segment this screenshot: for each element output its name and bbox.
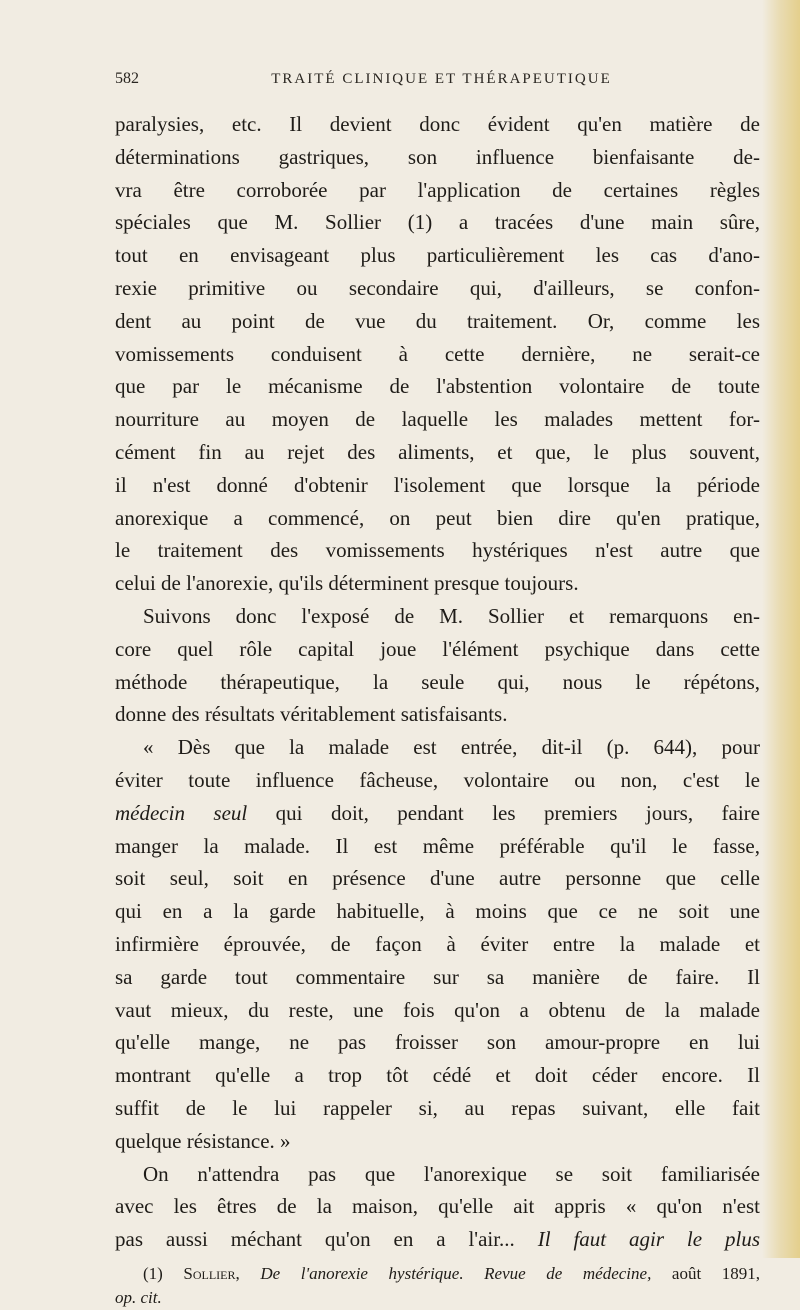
text-line: On n'attendra pas que l'anorexique se soit familiarisée: [143, 1161, 760, 1186]
text-line: sa garde tout commentaire sur sa manière de faire. Il: [115, 964, 760, 989]
book-page: [115, 70, 760, 1310]
text-line: infirmière éprouvée, de façon à éviter entre la malade et: [115, 931, 760, 956]
page-number: 582: [115, 70, 139, 87]
text-line: « Dès que la malade est entrée, dit-il (p. 644), pour: [143, 735, 760, 760]
footnote-author: Sollier,: [183, 1263, 240, 1283]
text-line: donne des résultats véritablement satisfaisants.: [115, 702, 508, 727]
text-line: rexie primitive ou secondaire qui, d'ailleurs, se confon-: [115, 275, 760, 300]
text-line: déterminations gastriques, son influence bienfaisante de-: [115, 144, 760, 169]
text-line: avec les êtres de la maison, qu'elle ait appris « qu'on n'est: [115, 1194, 760, 1219]
text-line: anorexique a commencé, on peut bien dire qu'en pratique,: [115, 505, 760, 530]
text-line: éviter toute influence fâcheuse, volontaire ou non, c'est le: [115, 767, 760, 792]
text-line: montrant qu'elle a trop tôt cédé et doit céder encore. Il: [115, 1063, 760, 1088]
text-fragment: qui doit, pendant les premiers jours, faire: [275, 800, 761, 825]
text-line: core quel rôle capital joue l'élément psychique dans cette: [115, 636, 760, 661]
text-line: vra être corroborée par l'application de certaines règles: [115, 177, 760, 202]
footnote-date: août 1891,: [671, 1263, 760, 1283]
text-line: nourriture au moyen de laquelle les malades mettent for-: [115, 407, 760, 432]
text-line: il n'est donné d'obtenir l'isolement que lorsque la période: [115, 472, 760, 497]
text-line: vaut mieux, du reste, une fois qu'on a obtenu de la malade: [115, 997, 760, 1022]
text-line: dent au point de vue du traitement. Or, comme les: [115, 308, 760, 333]
text-line: méthode thérapeutique, la seule qui, nous le répétons,: [115, 669, 760, 694]
text-fragment: pas aussi méchant qu'on en a l'air...: [115, 1227, 515, 1252]
text-line: qui en a la garde habituelle, à moins que ce ne soit une: [115, 899, 760, 924]
italic-phrase: médecin seul: [115, 800, 248, 825]
text-line: soit seul, soit en présence d'une autre personne que celle: [115, 866, 760, 891]
text-line: Suivons donc l'exposé de M. Sollier et remarquons en-: [143, 603, 760, 628]
footnote-line: [115, 1286, 760, 1310]
body-text: [115, 108, 760, 1256]
running-head: [115, 70, 760, 98]
text-line: qu'elle mange, ne pas froisser son amour-propre en lui: [115, 1030, 760, 1055]
text-line: tout en envisageant plus particulièrement les cas d'ano-: [115, 243, 760, 268]
text-line: suffit de le lui rappeler si, au repas suivant, elle fait: [115, 1095, 760, 1120]
text-line: vomissements conduisent à cette dernière, ne serait-ce: [115, 341, 760, 366]
text-line: paralysies, etc. Il devient donc évident qu'en matière de: [115, 112, 760, 136]
text-line: spéciales que M. Sollier (1) a tracées d'une main sûre,: [115, 210, 760, 235]
footnote-title: De l'anorexie hystérique. Revue de médecine,: [260, 1263, 652, 1283]
footnote-line: [115, 1262, 760, 1286]
footnote-ref: op. cit.: [115, 1287, 162, 1307]
text-line: cément fin au rejet des aliments, et que, le plus souvent,: [115, 439, 760, 464]
text-line: quelque résistance. »: [115, 1128, 291, 1153]
text-line: que par le mécanisme de l'abstention volontaire de toute: [115, 374, 760, 399]
footnote-marker: (1): [143, 1263, 163, 1283]
text-line-mixed: [115, 797, 760, 830]
text-line: celui de l'anorexie, qu'ils déterminent presque toujours.: [115, 571, 579, 596]
text-line-mixed: [115, 1223, 760, 1256]
italic-phrase: Il faut agir le plus: [537, 1227, 760, 1252]
running-title: TRAITÉ CLINIQUE ET THÉRAPEUTIQUE: [271, 71, 612, 87]
text-line: le traitement des vomissements hystériques n'est autre que: [115, 538, 760, 563]
text-line: manger la malade. Il est même préférable qu'il le fasse,: [115, 833, 760, 858]
footnote: [115, 1262, 760, 1310]
page-edge-shadow: [762, 0, 800, 1258]
